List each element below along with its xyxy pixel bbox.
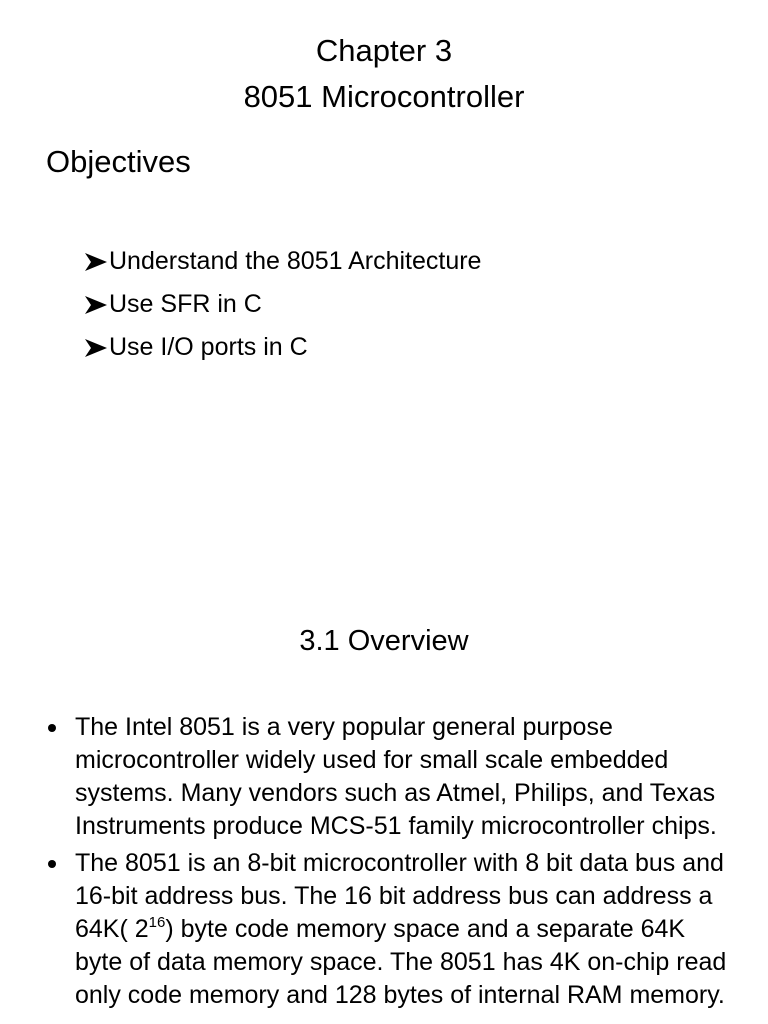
objectives-list: [84, 240, 481, 369]
arrow-bullet-icon: [84, 252, 108, 272]
round-bullet-icon: [48, 860, 56, 868]
objective-item: [84, 326, 481, 369]
overview-item: [46, 711, 736, 843]
round-bullet-icon: [48, 724, 56, 732]
overview-text: The Intel 8051 is a very popular general purpose microcontroller widely used for small scale embedded systems. Many vendors such as Atmel, Philips, and Texas Instruments produce MCS-51 family microcontroller chips.: [75, 713, 717, 840]
overview-list: [46, 711, 736, 1016]
superscript-exponent: 16: [148, 913, 166, 931]
objectives-heading: Objectives: [46, 144, 191, 179]
overview-item: [46, 847, 736, 1012]
arrow-bullet-icon: [84, 295, 108, 315]
chapter-header: [0, 28, 768, 120]
section-heading: 3.1 Overview: [299, 625, 469, 657]
chapter-number: Chapter 3: [315, 33, 453, 68]
objective-item: [84, 283, 481, 326]
objective-label: Use I/O ports in C: [109, 333, 308, 361]
objective-label: Understand the 8051 Architecture: [109, 247, 482, 275]
objective-item: [84, 240, 481, 283]
overview-text-part: The 8051 is an 8-bit microcontroller with 8 bit data bus and 16-bit address bus. The 16 bit address bus can address a 64K( 2: [75, 849, 724, 943]
chapter-title: 8051 Microcontroller: [243, 79, 525, 114]
objective-label: Use SFR in C: [109, 290, 262, 318]
overview-text-part: ) byte code memory space and a separate 64K byte of data memory space. The 8051 has 4K on-chip read only code memory and 128 bytes of internal RAM memory.: [75, 915, 727, 1009]
arrow-bullet-icon: [84, 338, 108, 358]
